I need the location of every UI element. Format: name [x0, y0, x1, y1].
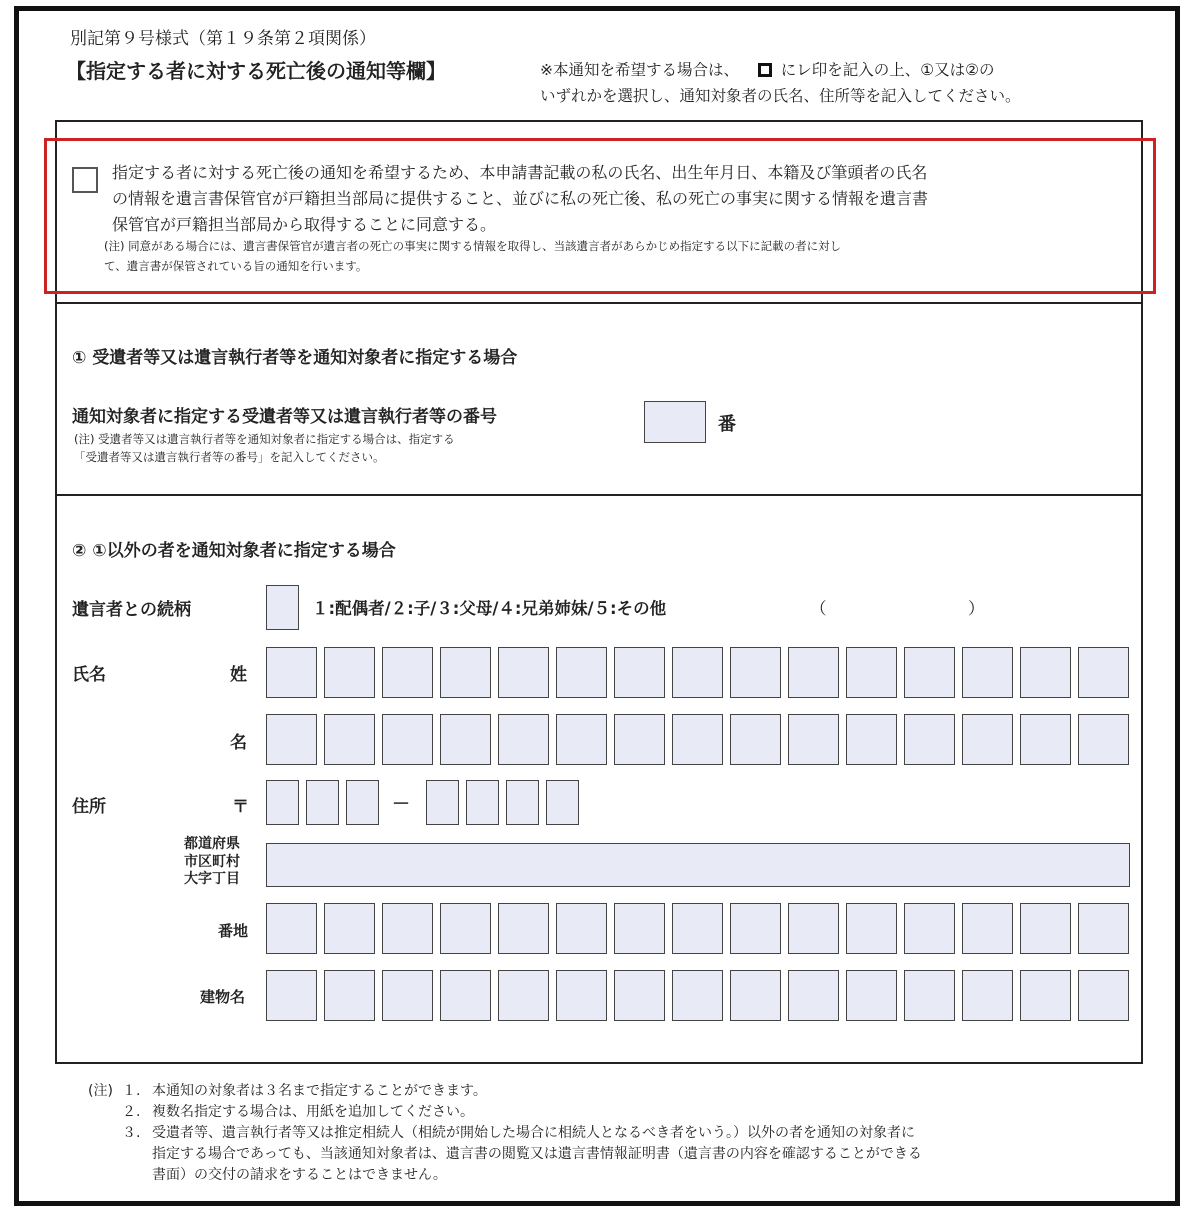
- building-char-box[interactable]: [614, 970, 665, 1021]
- given-name-char-box[interactable]: [904, 714, 955, 765]
- given-name-char-box[interactable]: [962, 714, 1013, 765]
- surname-char-box[interactable]: [382, 647, 433, 698]
- surname-char-box[interactable]: [498, 647, 549, 698]
- postal-digit-box[interactable]: [266, 780, 299, 825]
- consent-note1: (注) 同意がある場合には、遺言書保管官が遺言者の死亡の事実に関する情報を取得し、当該遺言者があらかじめ指定する以下に記載の者に対し: [104, 239, 842, 253]
- building-char-box[interactable]: [730, 970, 781, 1021]
- name-label: 氏名: [72, 665, 106, 685]
- building-label: 建物名: [200, 988, 246, 1006]
- surname-char-box[interactable]: [730, 647, 781, 698]
- banchi-char-box[interactable]: [788, 903, 839, 954]
- footnote3-num: ３.: [122, 1125, 141, 1141]
- consent-line2: の情報を遺言書保管官が戸籍担当部局に提供すること、並びに私の死亡後、私の死亡の事実に関する情報を遺言書: [112, 189, 929, 208]
- postal-digit-box[interactable]: [426, 780, 459, 825]
- surname-char-box[interactable]: [962, 647, 1013, 698]
- prefecture-label-3: 大字丁目: [184, 871, 240, 887]
- relation-label: 遺言者との続柄: [72, 600, 191, 620]
- given-name-char-box[interactable]: [440, 714, 491, 765]
- instruction-pre: ※本通知を希望する場合は、: [540, 61, 739, 79]
- section2-title: ② ①以外の者を通知対象者に指定する場合: [72, 541, 396, 561]
- address-label: 住所: [72, 797, 106, 817]
- building-char-box[interactable]: [962, 970, 1013, 1021]
- given-name-char-box[interactable]: [382, 714, 433, 765]
- postal-digit-box[interactable]: [346, 780, 379, 825]
- prefecture-label: [184, 836, 240, 889]
- given-name-char-box[interactable]: [788, 714, 839, 765]
- section1-title: ① 受遺者等又は遺言執行者等を通知対象者に指定する場合: [72, 348, 518, 368]
- postal-mark: 〒: [232, 797, 249, 817]
- postal-dash: －: [392, 794, 410, 815]
- prefecture-label-1: 都道府県: [184, 836, 240, 852]
- relation-paren-close: ）: [968, 599, 985, 618]
- surname-char-box[interactable]: [266, 647, 317, 698]
- section1-note1: (注) 受遺者等又は遺言執行者等を通知対象者に指定する場合は、指定する: [74, 432, 455, 446]
- surname-char-box[interactable]: [324, 647, 375, 698]
- banchi-char-box[interactable]: [440, 903, 491, 954]
- form-label: 別記第９号様式（第１９条第２項関係）: [70, 29, 376, 49]
- prefecture-label-2: 市区町村: [184, 853, 240, 870]
- banchi-char-box[interactable]: [556, 903, 607, 954]
- surname-char-box[interactable]: [614, 647, 665, 698]
- given-name-char-box[interactable]: [614, 714, 665, 765]
- footnote1-num: １.: [122, 1083, 141, 1099]
- designee-number-input[interactable]: [644, 401, 706, 443]
- building-char-box[interactable]: [440, 970, 491, 1021]
- given-name-char-box[interactable]: [672, 714, 723, 765]
- relation-input[interactable]: [266, 585, 299, 630]
- building-char-box[interactable]: [788, 970, 839, 1021]
- building-char-box[interactable]: [1020, 970, 1071, 1021]
- footnote3-line1: 受遺者等、遺言執行者等又は推定相続人（相続が開始した場合に相続人となるべき者をいう。）以外の者を通知の対象者に: [152, 1125, 915, 1141]
- given-name-char-box[interactable]: [498, 714, 549, 765]
- instruction-line2: いずれかを選択し、通知対象者の氏名、住所等を記入してください。: [540, 87, 1021, 105]
- surname-char-box[interactable]: [440, 647, 491, 698]
- number-unit: 番: [718, 414, 736, 435]
- instruction-line1: [540, 58, 995, 80]
- given-name-char-box[interactable]: [324, 714, 375, 765]
- footnote-prefix: (注): [88, 1083, 113, 1099]
- building-char-box[interactable]: [266, 970, 317, 1021]
- consent-line1: 指定する者に対する死亡後の通知を希望するため、本申請書記載の私の氏名、出生年月日、本籍及び筆頭者の氏名: [112, 163, 928, 182]
- footnote2-num: ２.: [122, 1104, 141, 1120]
- surname-char-box[interactable]: [788, 647, 839, 698]
- postal-digit-box[interactable]: [466, 780, 499, 825]
- banchi-char-box[interactable]: [672, 903, 723, 954]
- surname-char-box[interactable]: [672, 647, 723, 698]
- form-title: 【指定する者に対する死亡後の通知等欄】: [66, 59, 446, 83]
- instruction-post: にレ印を記入の上、①又は②の: [780, 61, 995, 79]
- section1-panel: [55, 302, 1143, 496]
- relation-options: １:配偶者/２:子/３:父母/４:兄弟姉妹/５:その他: [312, 599, 667, 618]
- given-name-label: 名: [230, 733, 247, 753]
- footnote3-line2: 指定する場合であっても、当該通知対象者は、遺言書の閲覧又は遺言書情報証明書（遺言書の内容を確認することができる: [152, 1146, 922, 1162]
- given-name-char-box[interactable]: [1078, 714, 1129, 765]
- given-name-char-box[interactable]: [556, 714, 607, 765]
- consent-checkbox[interactable]: [72, 167, 98, 193]
- banchi-char-box[interactable]: [730, 903, 781, 954]
- building-char-box[interactable]: [324, 970, 375, 1021]
- footnote2: 複数名指定する場合は、用紙を追加してください。: [152, 1104, 474, 1120]
- building-char-box[interactable]: [382, 970, 433, 1021]
- banchi-char-box[interactable]: [614, 903, 665, 954]
- surname-label: 姓: [230, 665, 247, 685]
- checkbox-icon: [758, 63, 772, 77]
- banchi-char-box[interactable]: [266, 903, 317, 954]
- section1-field-label: 通知対象者に指定する受遺者等又は遺言執行者等の番号: [72, 407, 497, 427]
- section1-note2: 「受遺者等又は遺言執行者等の番号」を記入してください。: [74, 450, 385, 464]
- postal-digit-box[interactable]: [506, 780, 539, 825]
- consent-line3: 保管官が戸籍担当部局から取得することに同意する。: [112, 215, 497, 234]
- banchi-char-box[interactable]: [846, 903, 897, 954]
- banchi-char-box[interactable]: [324, 903, 375, 954]
- banchi-char-box[interactable]: [1020, 903, 1071, 954]
- surname-char-box[interactable]: [904, 647, 955, 698]
- building-char-box[interactable]: [556, 970, 607, 1021]
- banchi-char-box[interactable]: [904, 903, 955, 954]
- building-char-box[interactable]: [672, 970, 723, 1021]
- prefecture-city-input[interactable]: [266, 843, 1130, 887]
- postal-digit-box[interactable]: [546, 780, 579, 825]
- building-char-box[interactable]: [846, 970, 897, 1021]
- surname-char-box[interactable]: [1020, 647, 1071, 698]
- building-char-box[interactable]: [904, 970, 955, 1021]
- surname-char-box[interactable]: [556, 647, 607, 698]
- surname-char-box[interactable]: [1078, 647, 1129, 698]
- banchi-char-box[interactable]: [498, 903, 549, 954]
- footnote3-line3: 書面）の交付の請求をすることはできません。: [152, 1167, 447, 1183]
- postal-digit-box[interactable]: [306, 780, 339, 825]
- consent-note2: て、遺言書が保管されている旨の通知を行います。: [104, 259, 368, 273]
- banchi-char-box[interactable]: [1078, 903, 1129, 954]
- banchi-label: 番地: [218, 922, 249, 940]
- banchi-char-box[interactable]: [962, 903, 1013, 954]
- banchi-char-box[interactable]: [382, 903, 433, 954]
- given-name-char-box[interactable]: [846, 714, 897, 765]
- footnote1: 本通知の対象者は３名まで指定することができます。: [152, 1083, 487, 1099]
- building-char-box[interactable]: [1078, 970, 1129, 1021]
- given-name-char-box[interactable]: [1020, 714, 1071, 765]
- given-name-char-box[interactable]: [730, 714, 781, 765]
- relation-paren-open: （: [810, 599, 827, 618]
- surname-char-box[interactable]: [846, 647, 897, 698]
- building-char-box[interactable]: [498, 970, 549, 1021]
- given-name-char-box[interactable]: [266, 714, 317, 765]
